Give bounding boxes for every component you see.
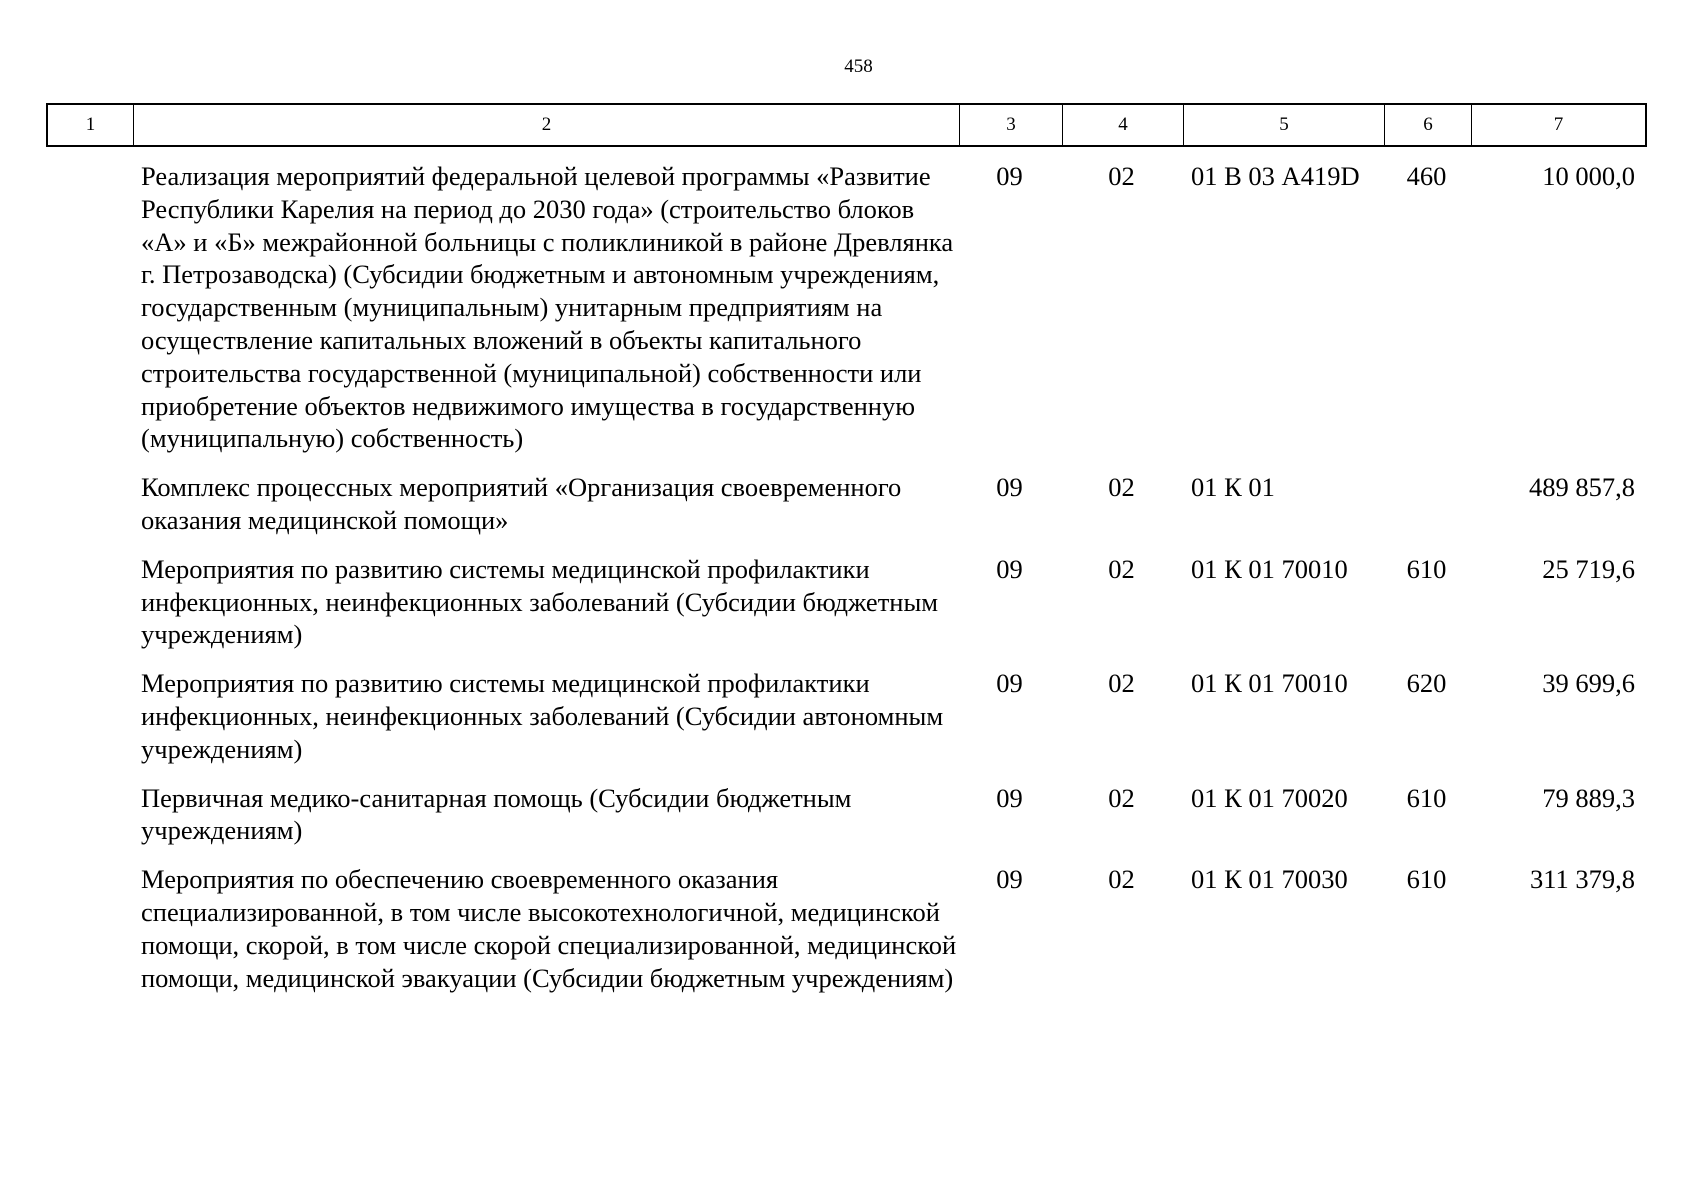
row-amount: 25 719,6: [1542, 553, 1635, 584]
row-section: 09: [996, 782, 1023, 813]
row-amount: 489 857,8: [1529, 472, 1635, 503]
table-row: [46, 667, 1643, 765]
row-name: Мероприятия по обеспечению своевременного оказания специализированной, в том числе высокотехнологичной, медицинской помощи, скорой, в том числе скорой специализированной, медицинской помощи, медицинской эвакуации (Субсидии бюджетным учреждениям): [141, 864, 957, 993]
row-target: 01 К 01 70020: [1191, 782, 1348, 813]
row-section: 09: [996, 161, 1023, 191]
header-col-2: 2: [134, 105, 960, 145]
row-amount: 10 000,0: [1542, 161, 1635, 191]
row-target: 01 К 01 70030: [1191, 864, 1348, 895]
row-amount: 39 699,6: [1542, 668, 1635, 699]
row-col-1: [46, 863, 132, 994]
row-col-1: [46, 471, 132, 537]
header-col-1: 1: [48, 105, 134, 145]
row-name: Комплекс процессных мероприятий «Организация своевременного оказания медицинской помощи»: [141, 472, 902, 535]
row-type: 610: [1406, 553, 1447, 584]
row-col-1: [46, 553, 132, 651]
row-subsection: 02: [1108, 472, 1135, 503]
table-row: [46, 553, 1643, 651]
row-name: Первичная медико-санитарная помощь (Субсидии бюджетным учреждениям): [141, 782, 852, 846]
row-name: Реализация мероприятий федеральной целевой программы «Развитие Республики Карелия на период до 2030 года» (строительство блоков «А» и «Б» межрайонной больницы с поликлиникой в районе Древлянка г. Петрозаводска) (Субсидии бюджетным и автономным учреждениям, государственным (муниципальным) унитарным предприятиям на осуществление капитальных вложений в объекты капитального строительства государственной (муниципальной) собственности или приобретение объектов недвижимого имущества в государственную (муниципальную) собственность): [141, 161, 954, 454]
row-type: 610: [1406, 782, 1447, 813]
header-col-4: 4: [1063, 105, 1184, 145]
row-subsection: 02: [1108, 553, 1135, 584]
row-target: 01 К 01 70010: [1191, 668, 1348, 699]
row-type: [1383, 471, 1470, 537]
row-subsection: 02: [1108, 668, 1135, 699]
row-col-1: [46, 160, 132, 455]
row-section: 09: [996, 668, 1023, 699]
row-target: 01 К 01 70010: [1191, 553, 1348, 584]
row-subsection: 02: [1108, 864, 1135, 895]
table-header: [46, 103, 1647, 147]
header-col-5: 5: [1184, 105, 1385, 145]
row-subsection: 02: [1108, 161, 1135, 191]
row-subsection: 02: [1108, 782, 1135, 813]
header-col-6: 6: [1385, 105, 1472, 145]
table-body: [46, 160, 1643, 1010]
table-row: [46, 160, 1643, 455]
row-type: 610: [1406, 864, 1447, 895]
header-col-3: 3: [960, 105, 1063, 145]
row-amount: 311 379,8: [1529, 864, 1635, 895]
row-type: 620: [1406, 668, 1447, 699]
row-type: 460: [1406, 161, 1447, 191]
page-number: 458: [844, 56, 873, 77]
row-section: 09: [996, 472, 1023, 503]
row-amount: 79 889,3: [1542, 782, 1635, 813]
row-section: 09: [996, 864, 1023, 895]
row-target: 01 К 01: [1191, 472, 1275, 503]
table-row: [46, 471, 1643, 537]
row-col-1: [46, 667, 132, 765]
table-row: [46, 782, 1643, 848]
row-name: Мероприятия по развитию системы медицинской профилактики инфекционных, неинфекционных заболеваний (Субсидии бюджетным учреждениям): [141, 553, 939, 650]
row-col-1: [46, 782, 132, 848]
row-name: Мероприятия по развитию системы медицинской профилактики инфекционных, неинфекционных заболеваний (Субсидии автономным учреждениям): [141, 668, 944, 764]
row-target: 01 В 03 A419D: [1191, 161, 1360, 191]
table-row: [46, 863, 1643, 994]
row-section: 09: [996, 553, 1023, 584]
header-col-7: 7: [1553, 114, 1564, 135]
